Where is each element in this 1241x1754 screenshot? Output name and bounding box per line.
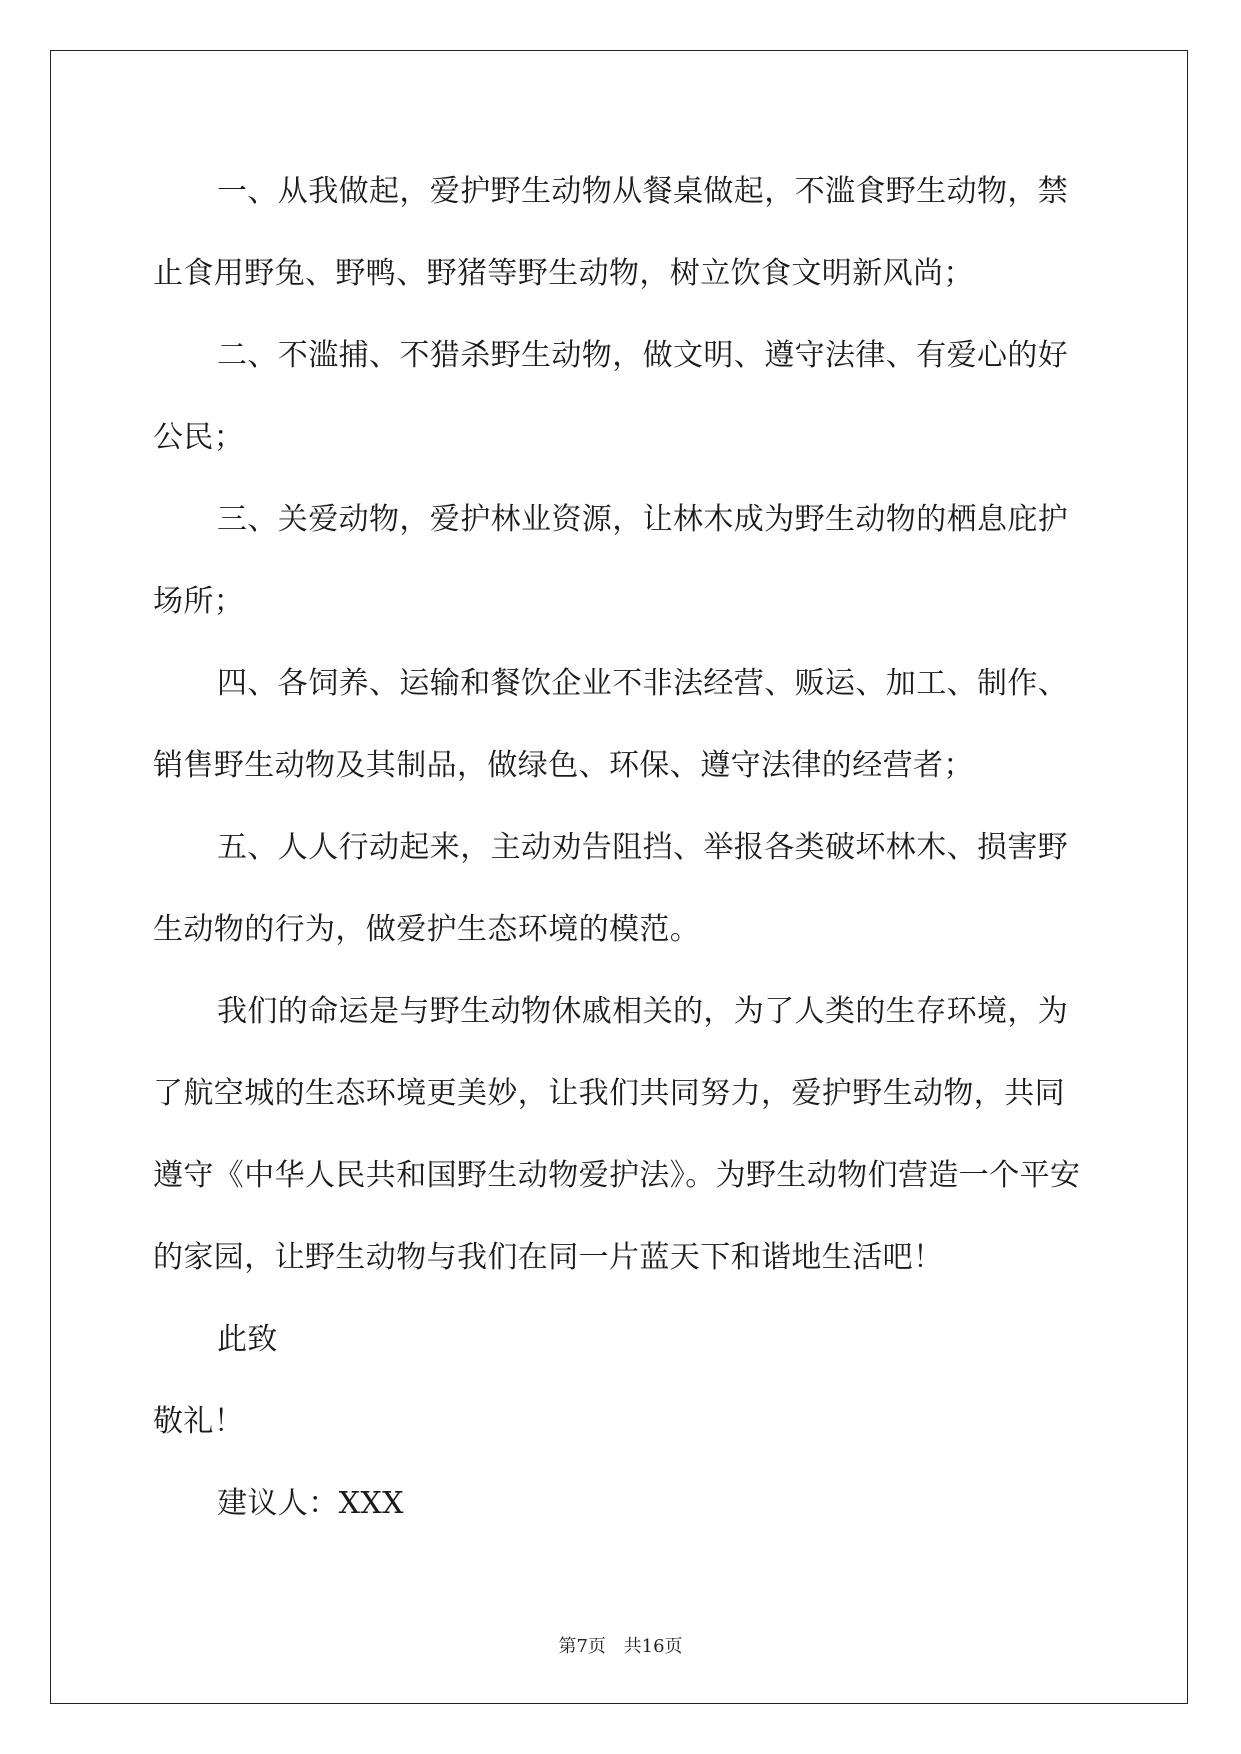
paragraph-line: 一、从我做起，爱护野生动物从餐桌做起，不滥食野生动物，禁 xyxy=(217,174,1069,209)
paragraph-line: 销售野生动物及其制品，做绿色、环保、遵守法律的经营者； xyxy=(153,748,974,783)
paragraph-line: 止食用野兔、野鸭、野猪等野生动物，树立饮食文明新风尚； xyxy=(153,256,974,291)
paragraph-line: 我们的命运是与野生动物休戚相关的，为了人类的生存环境，为 xyxy=(217,994,1069,1029)
closing-salutation: 此致 xyxy=(217,1322,278,1357)
page-number: 第7页 xyxy=(558,1636,606,1657)
paragraph-line: 二、不滥捕、不猎杀野生动物，做文明、遵守法律、有爱心的好 xyxy=(217,338,1069,373)
document-body xyxy=(153,158,1088,1552)
page-footer xyxy=(0,1632,1241,1658)
proposer-signature: 建议人：XXX xyxy=(217,1486,404,1521)
paragraph-line: 场所； xyxy=(153,584,245,619)
closing-regards: 敬礼！ xyxy=(153,1404,245,1439)
paragraph-line: 生动物的行为，做爱护生态环境的模范。 xyxy=(153,912,701,947)
paragraph-line: 五、人人行动起来，主动劝告阻挡、举报各类破坏林木、损害野 xyxy=(217,830,1069,865)
paragraph-line: 遵守《中华人民共和国野生动物爱护法》。为野生动物们营造一个平安 xyxy=(153,1158,1081,1193)
paragraph-line: 了航空城的生态环境更美妙，让我们共同努力，爱护野生动物，共同 xyxy=(153,1076,1065,1111)
paragraph-line: 四、各饲养、运输和餐饮企业不非法经营、贩运、加工、制作、 xyxy=(217,666,1069,701)
page-total: 共16页 xyxy=(623,1636,683,1657)
paragraph-line: 公民； xyxy=(153,420,245,455)
paragraph-line: 三、关爱动物，爱护林业资源，让林木成为野生动物的栖息庇护 xyxy=(217,502,1069,537)
paragraph-line: 的家园，让野生动物与我们在同一片蓝天下和谐地生活吧！ xyxy=(153,1240,944,1275)
